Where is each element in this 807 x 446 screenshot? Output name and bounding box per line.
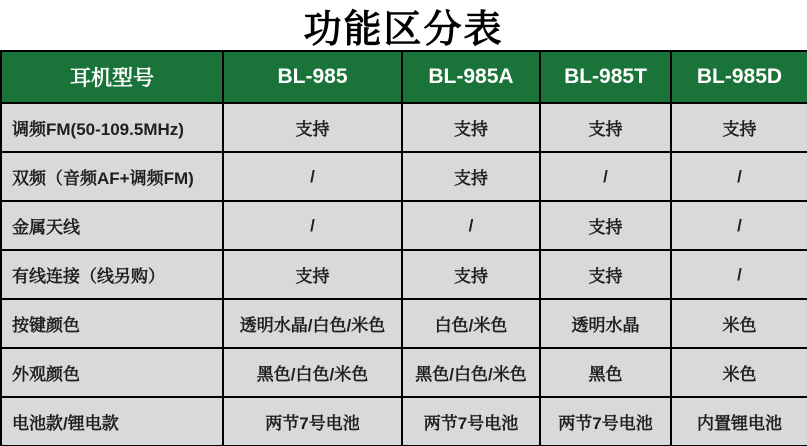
cell: 支持 xyxy=(540,250,671,299)
cell: 支持 xyxy=(540,201,671,250)
table-row-battery xyxy=(1,397,807,446)
cell: 黑色 xyxy=(540,348,671,397)
cell: 支持 xyxy=(540,103,671,152)
col-header-bl985a: BL-985A xyxy=(402,51,540,103)
cell: 支持 xyxy=(223,103,402,152)
table-row-buttoncolor xyxy=(1,299,807,348)
cell: 支持 xyxy=(223,250,402,299)
cell: 透明水晶/白色/米色 xyxy=(223,299,402,348)
col-header-bl985: BL-985 xyxy=(223,51,402,103)
cell: 支持 xyxy=(402,103,540,152)
cell: 支持 xyxy=(402,152,540,201)
cell: / xyxy=(671,250,807,299)
cell: 两节7号电池 xyxy=(402,397,540,446)
col-header-bl985d: BL-985D xyxy=(671,51,807,103)
table-row-wired xyxy=(1,250,807,299)
table-row-bodycolor xyxy=(1,348,807,397)
row-label: 电池款/锂电款 xyxy=(1,397,223,446)
row-label: 双频（音频AF+调频FM) xyxy=(1,152,223,201)
cell: 内置锂电池 xyxy=(671,397,807,446)
cell: 两节7号电池 xyxy=(223,397,402,446)
row-label: 金属天线 xyxy=(1,201,223,250)
cell: / xyxy=(540,152,671,201)
cell: 黑色/白色/米色 xyxy=(402,348,540,397)
cell: 支持 xyxy=(671,103,807,152)
cell: 黑色/白色/米色 xyxy=(223,348,402,397)
cell: 米色 xyxy=(671,348,807,397)
cell: 两节7号电池 xyxy=(540,397,671,446)
cell: / xyxy=(671,152,807,201)
row-label: 外观颜色 xyxy=(1,348,223,397)
row-label: 有线连接（线另购） xyxy=(1,250,223,299)
table-row-antenna xyxy=(1,201,807,250)
row-label: 调频FM(50-109.5MHz) xyxy=(1,103,223,152)
page-title: 功能区分表 xyxy=(303,5,504,51)
table-row-dualband xyxy=(1,152,807,201)
cell: / xyxy=(671,201,807,250)
cell: / xyxy=(402,201,540,250)
cell: 米色 xyxy=(671,299,807,348)
table-row-fm xyxy=(1,103,807,152)
col-header-bl985t: BL-985T xyxy=(540,51,671,103)
spec-table xyxy=(0,50,807,446)
cell: 白色/米色 xyxy=(402,299,540,348)
header-row xyxy=(1,51,807,103)
cell: 支持 xyxy=(402,250,540,299)
row-label: 按键颜色 xyxy=(1,299,223,348)
cell: / xyxy=(223,152,402,201)
col-header-model: 耳机型号 xyxy=(1,51,223,103)
cell: / xyxy=(223,201,402,250)
cell: 透明水晶 xyxy=(540,299,671,348)
